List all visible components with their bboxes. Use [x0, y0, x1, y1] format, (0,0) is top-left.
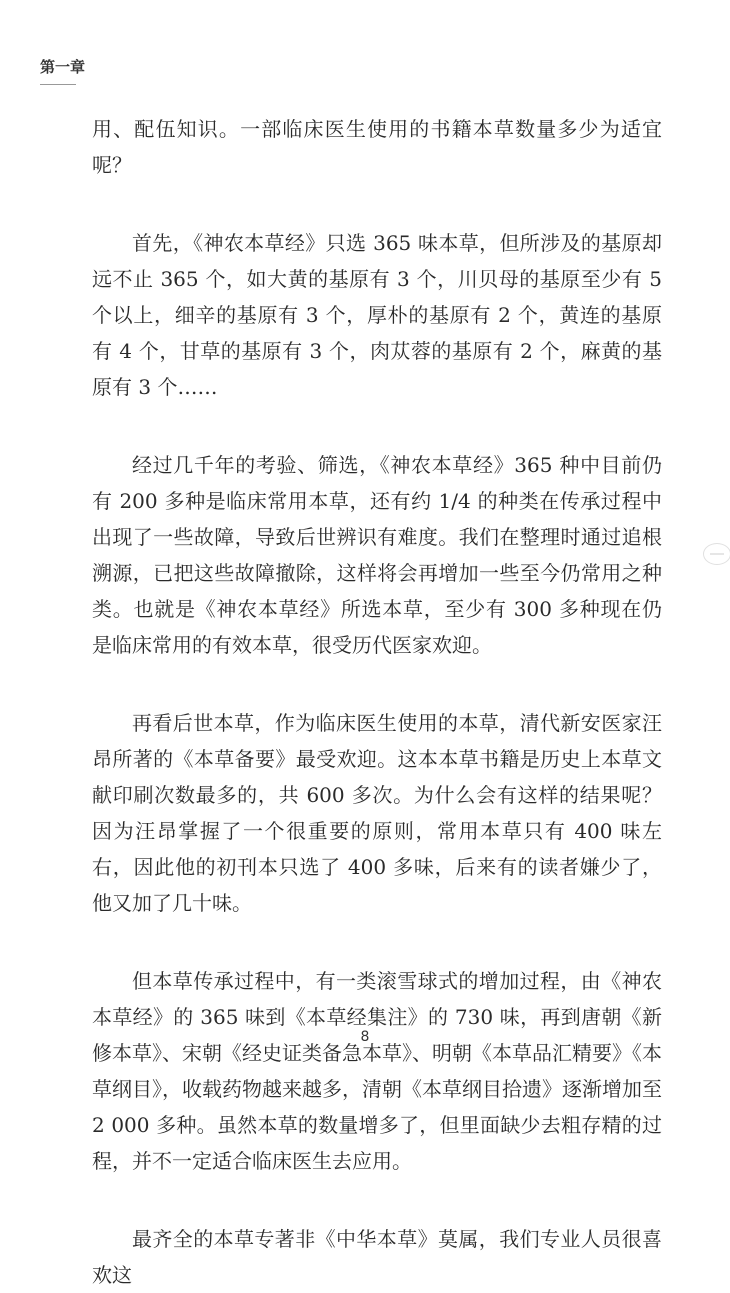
page-number: 8	[360, 1029, 370, 1045]
body-text	[92, 111, 662, 1293]
paragraph: 最齐全的本草专著非《中华本草》莫属，我们专业人员很喜欢这	[92, 1227, 662, 1287]
faint-stamp-mark	[703, 543, 730, 565]
paragraph: 再看后世本草，作为临床医生使用的本草，清代新安医家汪昂所著的《本草备要》最受欢迎。这本本草书籍是历史上本草文献印刷次数最多的，共 600 多次。为什么会有这样的结果呢？因为汪昂掌握了一个很重要的原则，常用本草只有 400 味左右，因此他的初刊本只选了 400 多味，后来有的读者嫌少了，他又加了几十味。	[92, 711, 662, 915]
chapter-title: 第一章	[40, 58, 86, 76]
paragraph: 经过几千年的考验、筛选，《神农本草经》365 种中目前仍有 200 多种是临床常用本草，还有约 1/4 的种类在传承过程中出现了一些故障，导致后世辨识有难度。我们在整理时通过追根溯源，已把这些故障撤除，这样将会再增加一些至今仍常用之种类。也就是《神农本草经》所选本草，至少有 300 多种现在仍是临床常用的有效本草，很受历代医家欢迎。	[92, 453, 662, 657]
paragraph: 首先，《神农本草经》只选 365 味本草，但所涉及的基原却远不止 365 个，如大黄的基原有 3 个，川贝母的基原至少有 5 个以上，细辛的基原有 3 个，厚朴的基原有 2 个，黄连的基原有 4 个，甘草的基原有 3 个，肉苁蓉的基原有 2 个，麻黄的基原有 3 个……	[92, 231, 662, 399]
paragraph: 但本草传承过程中，有一类滚雪球式的增加过程，由《神农本草经》的 365 味到《本草经集注》的 730 味，再到唐朝《新修本草》、宋朝《经史证类备急本草》、明朝《本草品汇精要》《本草纲目》，收载药物越来越多，清朝《本草纲目拾遗》逐渐增加至 2 000 多种。虽然本草的数量增多了，但里面缺少去粗存精的过程，并不一定适合临床医生去应用。	[92, 969, 662, 1173]
paragraph-continued: 用、配伍知识。一部临床医生使用的书籍本草数量多少为适宜呢？	[92, 117, 662, 177]
chapter-underline	[40, 84, 76, 85]
